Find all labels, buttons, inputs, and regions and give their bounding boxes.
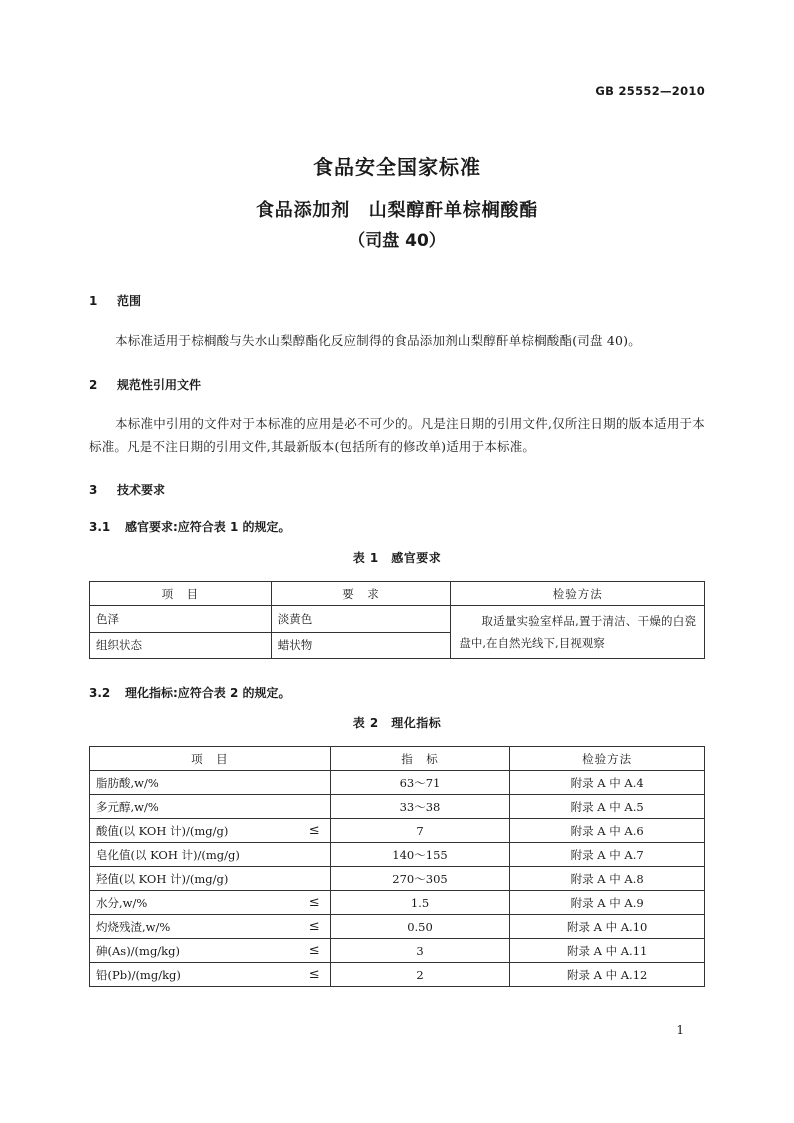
row-value: 33～38 (330, 795, 510, 819)
row-item: 水分,w/% (96, 895, 148, 910)
row-value: 7 (330, 819, 510, 843)
row-item-cell (90, 939, 331, 963)
table-2-physicochemical (89, 746, 705, 987)
table-row (90, 843, 705, 867)
row-value: 1.5 (330, 891, 510, 915)
row-value: 0.50 (330, 915, 510, 939)
section-2-paragraph: 本标准中引用的文件对于本标准的应用是必不可少的。凡是注日期的引用文件,仅所注日期的版本适用于本标准。凡是不注日期的引用文件,其最新版本(包括所有的修改单)适用于本标准。 (89, 416, 705, 454)
row-item-cell (90, 915, 331, 939)
row-method: 取适量实验室样品,置于清洁、干燥的白瓷盘中,在自然光线下,目视观察 (451, 606, 705, 659)
row-item: 皂化值(以 KOH 计)/(mg/g) (96, 847, 240, 862)
row-item-cell (90, 891, 331, 915)
section-title: 范围 (117, 294, 142, 308)
row-value: 140～155 (330, 843, 510, 867)
table-row (90, 891, 705, 915)
row-item-cell (90, 819, 331, 843)
col-header-item: 项 目 (90, 747, 331, 771)
section-title: 理化指标:应符合表 2 的规定。 (125, 686, 291, 700)
col-header-requirement: 要 求 (271, 582, 451, 606)
row-method: 附录 A 中 A.6 (510, 819, 705, 843)
table-header-row (90, 582, 705, 606)
row-item-cell (90, 795, 331, 819)
row-value: 63～71 (330, 771, 510, 795)
col-header-method: 检验方法 (451, 582, 705, 606)
section-title: 规范性引用文件 (117, 378, 202, 392)
table-row (90, 963, 705, 987)
row-item-cell (90, 963, 331, 987)
row-method: 附录 A 中 A.5 (510, 795, 705, 819)
row-item: 脂肪酸,w/% (96, 775, 159, 790)
row-method: 附录 A 中 A.10 (510, 915, 705, 939)
table-row (90, 771, 705, 795)
row-requirement: 蜡状物 (271, 632, 451, 659)
le-symbol: ≤ (308, 895, 320, 910)
table-row (90, 795, 705, 819)
section-title: 感官要求:应符合表 1 的规定。 (125, 520, 291, 534)
col-header-item: 项 目 (90, 582, 272, 606)
row-method: 附录 A 中 A.7 (510, 843, 705, 867)
row-item: 色泽 (90, 606, 272, 633)
row-item: 酸值(以 KOH 计)/(mg/g) (96, 823, 229, 838)
document-subtitle: 食品添加剂 山梨醇酐单棕榈酸酯 (256, 200, 538, 221)
section-title: 技术要求 (117, 483, 166, 497)
table-1-caption: 表 1 感官要求 (352, 551, 442, 565)
section-1-paragraph: 本标准适用于棕榈酸与失水山梨醇酯化反应制得的食品添加剂山梨醇酐单棕榈酸酯(司盘 40)。 (115, 333, 641, 348)
document-subtitle-alias: （司盘 40） (348, 231, 446, 251)
section-3-1-heading (89, 518, 291, 535)
le-symbol: ≤ (308, 919, 320, 934)
row-item: 羟值(以 KOH 计)/(mg/g) (96, 871, 229, 886)
page-number: 1 (676, 1023, 684, 1037)
section-number: 3.2 (89, 686, 111, 700)
row-item: 铅(Pb)/(mg/kg) (96, 967, 181, 982)
section-3-2-heading (89, 684, 291, 701)
section-1-heading (89, 292, 141, 309)
row-method: 附录 A 中 A.9 (510, 891, 705, 915)
row-method: 附录 A 中 A.8 (510, 867, 705, 891)
table-row (90, 606, 705, 633)
section-number: 1 (89, 294, 98, 308)
section-3-heading (89, 481, 165, 498)
le-symbol: ≤ (308, 967, 320, 982)
le-symbol: ≤ (308, 823, 320, 838)
row-item: 组织状态 (90, 632, 272, 659)
row-item-cell (90, 867, 331, 891)
table-row (90, 867, 705, 891)
row-item-cell (90, 843, 331, 867)
section-number: 3.1 (89, 520, 111, 534)
row-item: 灼烧残渣,w/% (96, 919, 171, 934)
le-symbol: ≤ (308, 943, 320, 958)
table-row (90, 819, 705, 843)
row-item: 砷(As)/(mg/kg) (96, 943, 180, 958)
row-value: 2 (330, 963, 510, 987)
row-item-cell (90, 771, 331, 795)
table-1-sensory (89, 581, 705, 659)
row-method: 附录 A 中 A.12 (510, 963, 705, 987)
table-row (90, 939, 705, 963)
section-2-heading (89, 376, 201, 393)
document-title: 食品安全国家标准 (313, 155, 481, 179)
section-number: 3 (89, 483, 98, 497)
row-value: 270～305 (330, 867, 510, 891)
row-value: 3 (330, 939, 510, 963)
table-row (90, 915, 705, 939)
row-method: 附录 A 中 A.4 (510, 771, 705, 795)
table-header-row (90, 747, 705, 771)
standard-code: GB 25552—2010 (595, 84, 705, 98)
section-number: 2 (89, 378, 98, 392)
row-requirement: 淡黄色 (271, 606, 451, 633)
col-header-value: 指 标 (330, 747, 510, 771)
row-item: 多元醇,w/% (96, 799, 159, 814)
table-2-caption: 表 2 理化指标 (352, 716, 442, 730)
row-method: 附录 A 中 A.11 (510, 939, 705, 963)
col-header-method: 检验方法 (510, 747, 705, 771)
